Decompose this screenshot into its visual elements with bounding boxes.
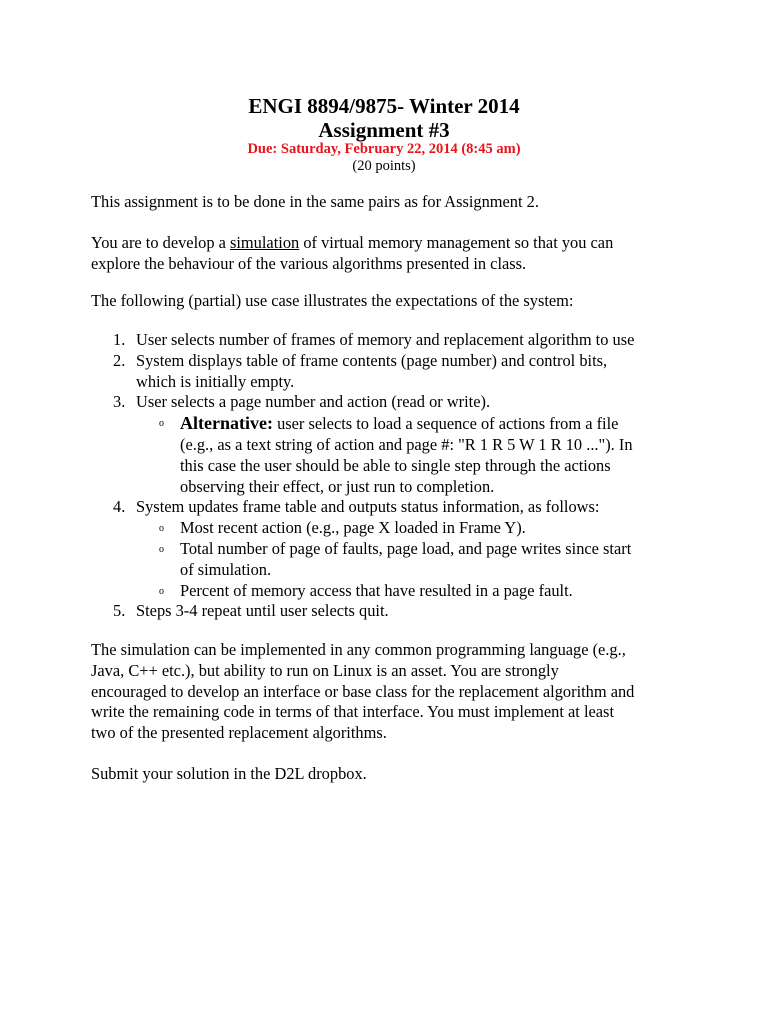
step-number: 1. (113, 330, 126, 349)
alternative-line-1 (180, 413, 691, 435)
step-number: 2. (113, 350, 126, 370)
submission-instructions: Submit your solution in the D2L dropbox. (91, 764, 367, 783)
intro-text-2-after: of virtual memory management so that you can (299, 233, 614, 252)
circle-bullet-icon: o (159, 418, 164, 430)
intro-text-1: This assignment is to be done in the same pairs as for Assignment 2. (91, 192, 539, 211)
sub-item-text: Most recent action (e.g., page X loaded in Frame Y). (180, 518, 526, 538)
intro-text-2-line-2: explore the behaviour of the various algorithms presented in class. (91, 253, 527, 273)
list-item (91, 497, 691, 518)
list-item (91, 351, 691, 393)
alternative-label: Alternative: (180, 413, 273, 434)
list-item (91, 330, 691, 351)
points-value: (20 points) (352, 158, 416, 174)
step-text: System updates frame table and outputs status information, as follows: (136, 497, 600, 517)
sub-list-item (91, 539, 691, 581)
alternative-text: user selects to load a sequence of actions from a file (272, 414, 619, 434)
closing-paragraph-2 (91, 764, 691, 785)
closing-line-4: write the remaining code in terms of that interface. You must implement at least (91, 702, 614, 722)
sub-item-text-continued: of simulation. (180, 559, 272, 579)
closing-line-5: two of the presented replacement algorithms. (91, 723, 387, 743)
step-text: User selects a page number and action (read or write). (136, 392, 491, 412)
closing-paragraph-1 (91, 640, 691, 744)
step-text: Steps 3-4 repeat until user selects quit. (136, 601, 389, 621)
assignment-title: Assignment #3 (318, 118, 450, 142)
step-text: User selects number of frames of memory and replacement algorithm to use (136, 330, 635, 349)
closing-line-2: Java, C++ etc.), but ability to run on Linux is an asset. You are strongly (91, 660, 559, 680)
list-item (91, 601, 691, 622)
intro-text-3: The following (partial) use case illustrates the expectations of the system: (91, 291, 574, 310)
closing-line-3: encouraged to develop an interface or base class for the replacement algorithm and (91, 681, 635, 701)
sub-list-item (91, 581, 691, 602)
intro-paragraph-1 (91, 192, 691, 213)
step-text: System displays table of frame contents (page number) and control bits, (136, 350, 608, 370)
simulation-term: simulation (230, 233, 300, 252)
closing-line-1: The simulation can be implemented in any common programming language (e.g., (91, 640, 626, 659)
intro-text-2-before: You are to develop a (91, 233, 230, 252)
intro-paragraph-3 (91, 291, 691, 312)
sub-list-item (91, 413, 691, 497)
sub-item-text: Total number of page of faults, page load, and page writes since start (180, 538, 632, 558)
course-title: ENGI 8894/9875- Winter 2014 (248, 94, 520, 118)
step-number: 5. (113, 601, 126, 621)
alternative-line-2: (e.g., as a text string of action and page #: "R 1 R 5 W 1 R 10 ..."). In (180, 434, 633, 454)
sub-item-text: Percent of memory access that have resulted in a page fault. (180, 580, 573, 600)
sub-list-item (91, 518, 691, 539)
step-number: 3. (113, 392, 126, 412)
alternative-line-4: observing their effect, or just run to completion. (180, 476, 495, 496)
due-date: Due: Saturday, February 22, 2014 (8:45 am) (247, 141, 521, 157)
step-text-continued: which is initially empty. (136, 371, 295, 391)
alternative-line-3: this case the user should be able to single step through the actions (180, 455, 611, 475)
list-item (91, 392, 691, 413)
step-number: 4. (113, 497, 126, 517)
circle-bullet-icon: o (159, 585, 164, 597)
circle-bullet-icon: o (159, 523, 164, 535)
circle-bullet-icon: o (159, 543, 164, 555)
intro-paragraph-2 (91, 233, 691, 275)
use-case-list (91, 330, 691, 622)
intro-text-2-line-1 (91, 233, 691, 254)
